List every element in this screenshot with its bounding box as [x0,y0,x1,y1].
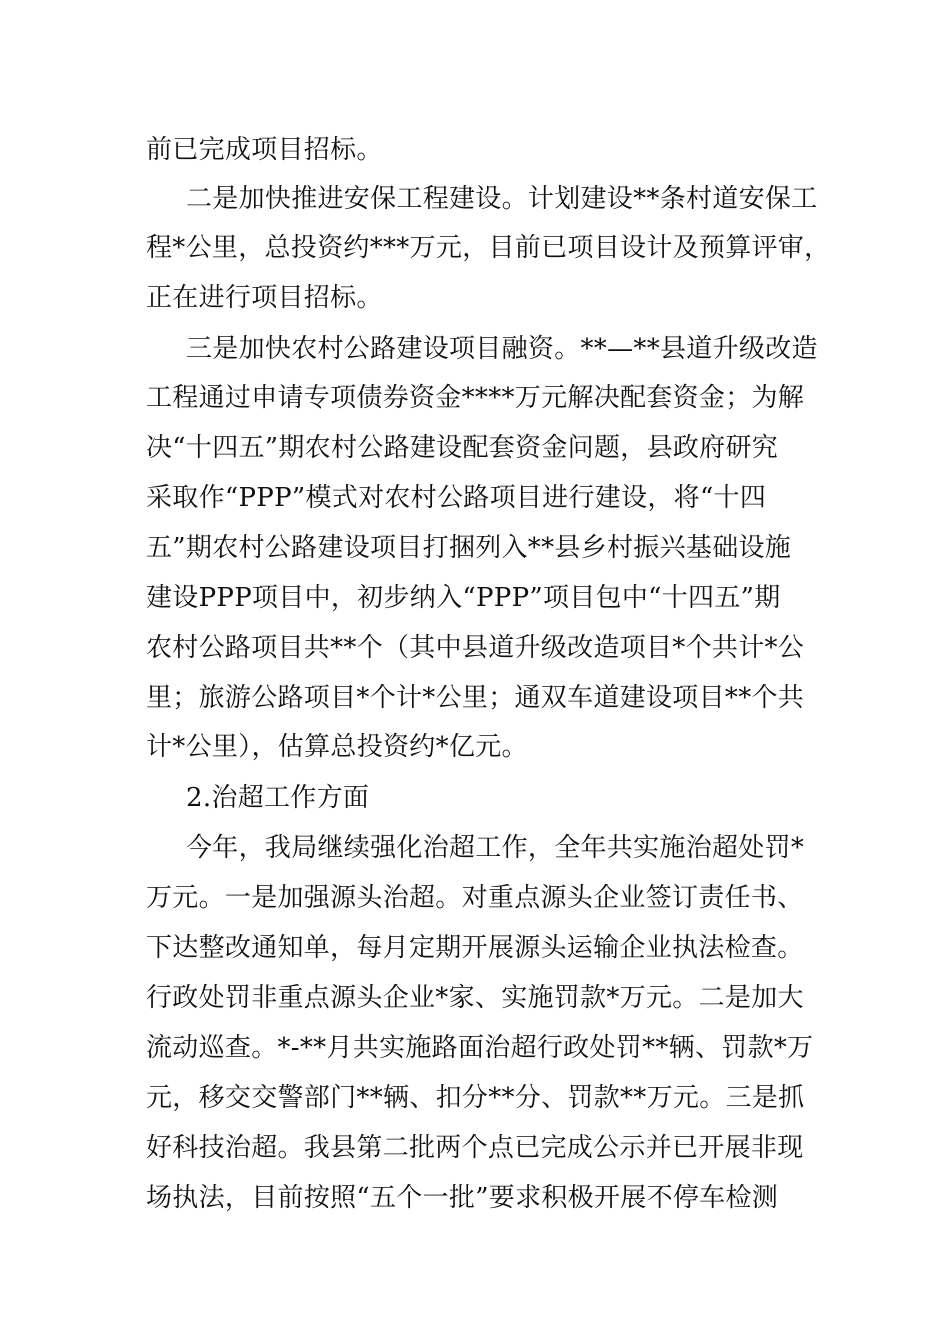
text-line-2: 二是加快推进安保工程建设。计划建设**条村道安保工 [186,184,818,214]
text-line-7: 决“十四五”期农村公路建设配套资金问题，县政府研究 [146,433,779,463]
text-line-11: 农村公路项目共**个（其中县道升级改造项目*个共计*公 [146,633,805,663]
text-line-4: 正在进行项目招标。 [146,283,383,313]
text-line-19: 流动巡查。*-**月共实施路面治超行政处罚**辆、罚款*万 [146,1033,814,1063]
text-line-10: 建设PPP项目中，初步纳入“PPP”项目包中“十四五”期 [146,583,781,613]
text-line-18: 行政处罚非重点源头企业*家、实施罚款*万元。二是加大 [146,983,804,1013]
text-line-16: 万元。一是加强源头治超。对重点源头企业签订责任书、 [146,883,804,913]
section-heading: 2.治超工作方面 [186,783,370,813]
text-line-15: 今年，我局继续强化治超工作，全年共实施治超处罚* [186,833,805,863]
text-line-12: 里；旅游公路项目*个计*公里；通双车道建设项目**个共 [146,683,805,713]
text-line-6: 工程通过申请专项债券资金****万元解决配套资金；为解 [146,383,805,413]
text-line-5: 三是加快农村公路建设项目融资。**—**县道升级改造 [186,334,818,364]
text-line-22: 场执法，目前按照“五个一批”要求积极开展不停车检测 [146,1183,779,1213]
text-line-8: 采取作“PPP”模式对农村公路项目进行建设，将“十四 [146,483,767,513]
text-line-3: 程*公里，总投资约***万元，目前已项目设计及预算评审， [146,233,831,263]
text-line-17: 下达整改通知单，每月定期开展源头运输企业执法检查。 [146,933,804,963]
text-line-20: 元，移交交警部门**辆、扣分**分、罚款**万元。三是抓 [146,1083,805,1113]
text-line-21: 好科技治超。我县第二批两个点已完成公示并已开展非现 [146,1133,804,1163]
text-line-1: 前已完成项目招标。 [146,135,383,165]
text-line-13: 计*公里），估算总投资约*亿元。 [146,732,528,762]
text-line-9: 五”期农村公路建设项目打捆列入**县乡村振兴基础设施 [146,533,792,563]
